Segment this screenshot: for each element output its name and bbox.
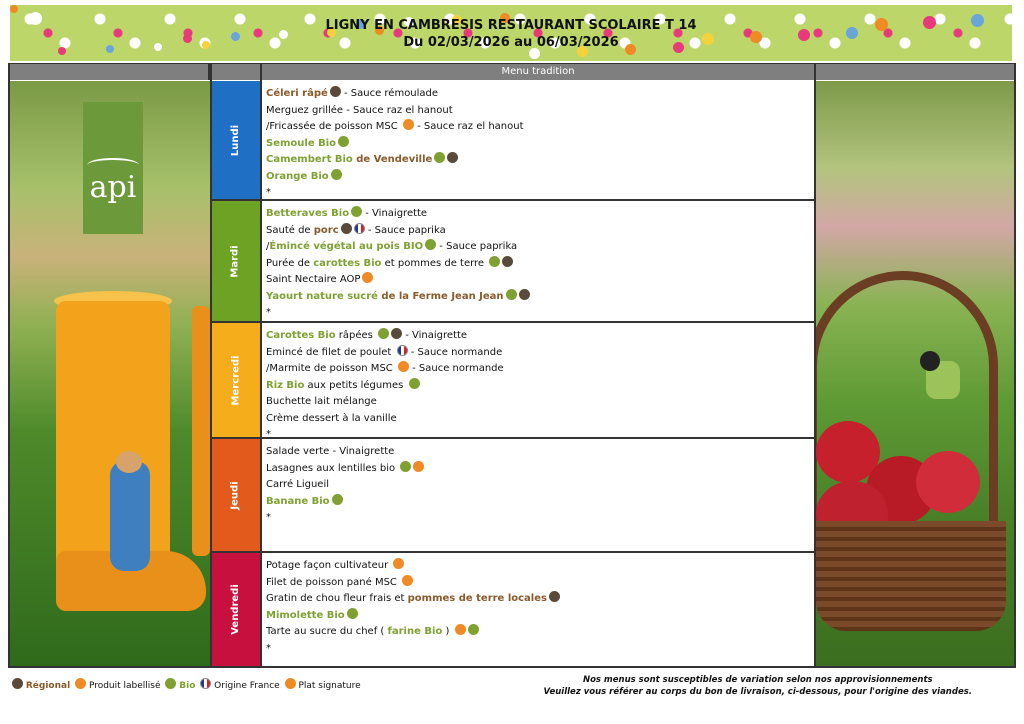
menu-text: râpées: [335, 330, 377, 341]
menu-item: [266, 119, 814, 136]
menu-item: [266, 103, 814, 120]
logo-text: api: [89, 170, 137, 205]
child-head: [920, 351, 940, 371]
menu-text: Crème dessert à la vanille: [266, 412, 397, 424]
day-label-lundi: [211, 81, 260, 201]
day-name: Mardi: [230, 244, 241, 278]
france-flag-icon: [354, 223, 365, 234]
menu-item: [266, 169, 814, 186]
label-icon: [362, 272, 373, 283]
regional-icon: [330, 86, 341, 97]
menu-item: [266, 558, 814, 575]
day-label-mardi: [211, 201, 260, 323]
label-icon: [402, 575, 413, 586]
day-name: Vendredi: [230, 584, 241, 635]
menu-item: [266, 378, 814, 395]
legend-label: Produit labellisé: [88, 681, 161, 691]
bio-icon: [409, 378, 420, 389]
regional-icon: [447, 152, 458, 163]
child-head: [116, 451, 142, 473]
day-label-vendredi: [211, 553, 260, 666]
menu-item: [266, 361, 814, 378]
menu-text: *: [266, 512, 271, 523]
legend-regional: Régional: [25, 681, 71, 691]
decor-dot: [10, 5, 18, 13]
bio-icon: [378, 328, 389, 339]
menu-text: Céleri râpé: [266, 88, 328, 99]
legend-france: Origine France: [214, 681, 280, 691]
menu-text: Emincé de filet de poulet: [266, 346, 395, 358]
menu-item: [266, 345, 814, 362]
menu-text: Potage façon cultivateur: [266, 560, 392, 571]
menu-item: [266, 510, 814, 527]
menu-text: Carottes Bio: [266, 330, 336, 341]
menu-text: - Sauce paprika: [364, 224, 446, 236]
bio-icon: [338, 136, 349, 147]
second-boot: [192, 306, 210, 556]
menu-item: [266, 494, 814, 511]
menu-text: - Sauce normande: [407, 346, 503, 358]
bio-icon: [331, 169, 342, 180]
menu-text: - Sauce normande: [408, 363, 504, 374]
menu-item: [266, 411, 814, 428]
note-line-1: Nos menus sont susceptibles de variation selon nos approvisionnements: [582, 675, 933, 685]
menu-text: Betteraves Bio: [266, 208, 350, 219]
menu-item: [266, 272, 814, 289]
menu-item: [266, 206, 814, 223]
menu-text: Filet de poisson pané MSC: [266, 576, 401, 588]
regional-icon: [12, 678, 23, 689]
bio-icon: [332, 494, 343, 505]
menu-text: Riz Bio: [266, 379, 305, 391]
menu-item: [266, 461, 814, 478]
note-line-2: Veuillez vous référer au corps du bon de livraison, ci-dessous, pour l'origine des viandes.: [543, 687, 972, 697]
menu-text: /Fricassée de poisson MSC: [266, 121, 401, 132]
label-icon: [398, 361, 409, 372]
bio-icon: [347, 608, 358, 619]
menu-column-header: Menu tradition: [262, 64, 816, 80]
menu-text: Carré Ligueil: [266, 479, 330, 490]
menu-text: Merguez grillée - Sauce raz el hanout: [266, 104, 453, 116]
header-banner: [10, 5, 1012, 61]
menu-text: Sauté de: [266, 224, 314, 236]
column-divider: [210, 64, 212, 666]
menu-text: - Vinaigrette: [362, 208, 428, 219]
footer-notes: [544, 674, 972, 698]
menu-text: *: [266, 642, 271, 654]
header-title-block: [10, 17, 1012, 51]
menu-text: Gratin de chou fleur frais et: [266, 593, 408, 604]
menu-text: - Vinaigrette: [402, 330, 468, 341]
bio-icon: [425, 239, 436, 250]
signature-icon: [455, 624, 466, 635]
date-range: Du 02/03/2026 au 06/03/2026: [403, 35, 619, 50]
menu-lundi: [262, 81, 814, 201]
menu-text: *: [266, 187, 271, 198]
menu-item: [266, 591, 814, 608]
menu-jeudi: [262, 439, 814, 553]
menu-text: ): [442, 626, 453, 637]
menu-text: carottes Bio: [313, 257, 382, 269]
signature-icon: [285, 678, 296, 689]
menu-item: [266, 86, 814, 103]
day-name: Jeudi: [230, 480, 241, 510]
regional-icon: [502, 256, 513, 267]
day-label-mercredi: [211, 323, 260, 439]
bio-icon: [165, 678, 176, 689]
right-photo-apples: [816, 81, 1014, 666]
menu-text: pommes de terre locales: [407, 593, 547, 604]
menu-text: *: [266, 307, 271, 318]
menu-text: Mimolette Bio: [266, 609, 345, 621]
day-name: Mercredi: [230, 355, 241, 405]
menu-item: [266, 223, 814, 240]
menu-mercredi: [262, 323, 814, 439]
menu-text: farine Bio: [387, 626, 443, 637]
bio-icon: [434, 152, 445, 163]
bio-icon: [351, 206, 362, 217]
menu-text: Tarte au sucre du chef (: [266, 626, 388, 637]
menu-text: Émincé végétal au pois BIO: [269, 241, 424, 252]
left-column-header: [10, 64, 210, 80]
menu-text: Salade verte - Vinaigrette: [266, 446, 395, 457]
regional-icon: [549, 591, 560, 602]
signature-icon: [393, 558, 404, 569]
regional-icon: [519, 289, 530, 300]
menu-item: [266, 575, 814, 592]
menu-item: [266, 641, 814, 658]
france-flag-icon: [200, 678, 211, 689]
column-divider: [814, 64, 816, 666]
menu-text: *: [266, 429, 271, 440]
day-label-jeudi: [211, 439, 260, 553]
apple: [916, 451, 980, 513]
menu-item: [266, 394, 814, 411]
legend-bio: Bio: [179, 681, 196, 691]
menu-text: /Marmite de poisson MSC: [266, 363, 396, 374]
menu-text: - Sauce rémoulade: [340, 88, 439, 99]
left-photo-boots: [10, 81, 210, 666]
bio-icon: [400, 461, 411, 472]
menu-text: Orange Bio: [266, 170, 329, 182]
menu-item: [266, 444, 814, 461]
right-column-header: [816, 64, 1014, 80]
menu-item: [266, 305, 814, 322]
menu-item: [266, 624, 814, 641]
menu-item: [266, 289, 814, 306]
menu-mardi: [262, 201, 814, 323]
label-icon: [75, 678, 86, 689]
menu-vendredi: [262, 553, 814, 666]
menu-item: [266, 328, 814, 345]
menu-item: [266, 239, 814, 256]
bio-icon: [506, 289, 517, 300]
child-figure: [110, 461, 150, 571]
menu-text: et pommes de terre: [381, 257, 488, 269]
menu-item: [266, 185, 814, 202]
legend-signature: Plat signature: [298, 681, 361, 691]
legend: [10, 678, 361, 691]
bio-icon: [489, 256, 500, 267]
bio-icon: [468, 624, 479, 635]
menu-text: de Vendeville: [352, 154, 433, 165]
menu-text: porc: [313, 224, 339, 236]
menu-item: [266, 477, 814, 494]
menu-text: Purée de: [266, 257, 314, 269]
column-divider: [260, 64, 262, 666]
menu-item: [266, 136, 814, 153]
menu-item: [266, 152, 814, 169]
menu-text: Saint Nectaire AOP: [266, 274, 361, 285]
menu-text: aux petits légumes: [304, 379, 407, 391]
menu-item: [266, 256, 814, 273]
day-name: Lundi: [229, 124, 241, 156]
restaurant-title: LIGNY EN CAMBRESIS RESTAURANT SCOLAIRE T 14: [325, 18, 697, 33]
menu-text: /: [266, 241, 270, 252]
signature-icon: [413, 461, 424, 472]
label-icon: [403, 119, 414, 130]
menu-text: Banane Bio: [266, 495, 330, 507]
menu-text: Semoule Bio: [266, 137, 337, 149]
day-column-header: [210, 64, 262, 80]
basket: [816, 521, 1006, 631]
menu-text: Buchette lait mélange: [266, 396, 377, 407]
menu-text: Yaourt nature sucré: [266, 290, 378, 302]
menu-text: Lasagnes aux lentilles bio: [266, 462, 399, 474]
regional-icon: [341, 223, 352, 234]
regional-icon: [391, 328, 402, 339]
api-logo: [83, 102, 143, 234]
france-flag-icon: [397, 345, 408, 356]
menu-text: Camembert Bio: [266, 154, 353, 165]
menu-text: de la Ferme Jean Jean: [377, 290, 504, 302]
menu-text: - Sauce paprika: [436, 241, 518, 252]
menu-text: - Sauce raz el hanout: [413, 121, 524, 132]
menu-item: [266, 608, 814, 625]
